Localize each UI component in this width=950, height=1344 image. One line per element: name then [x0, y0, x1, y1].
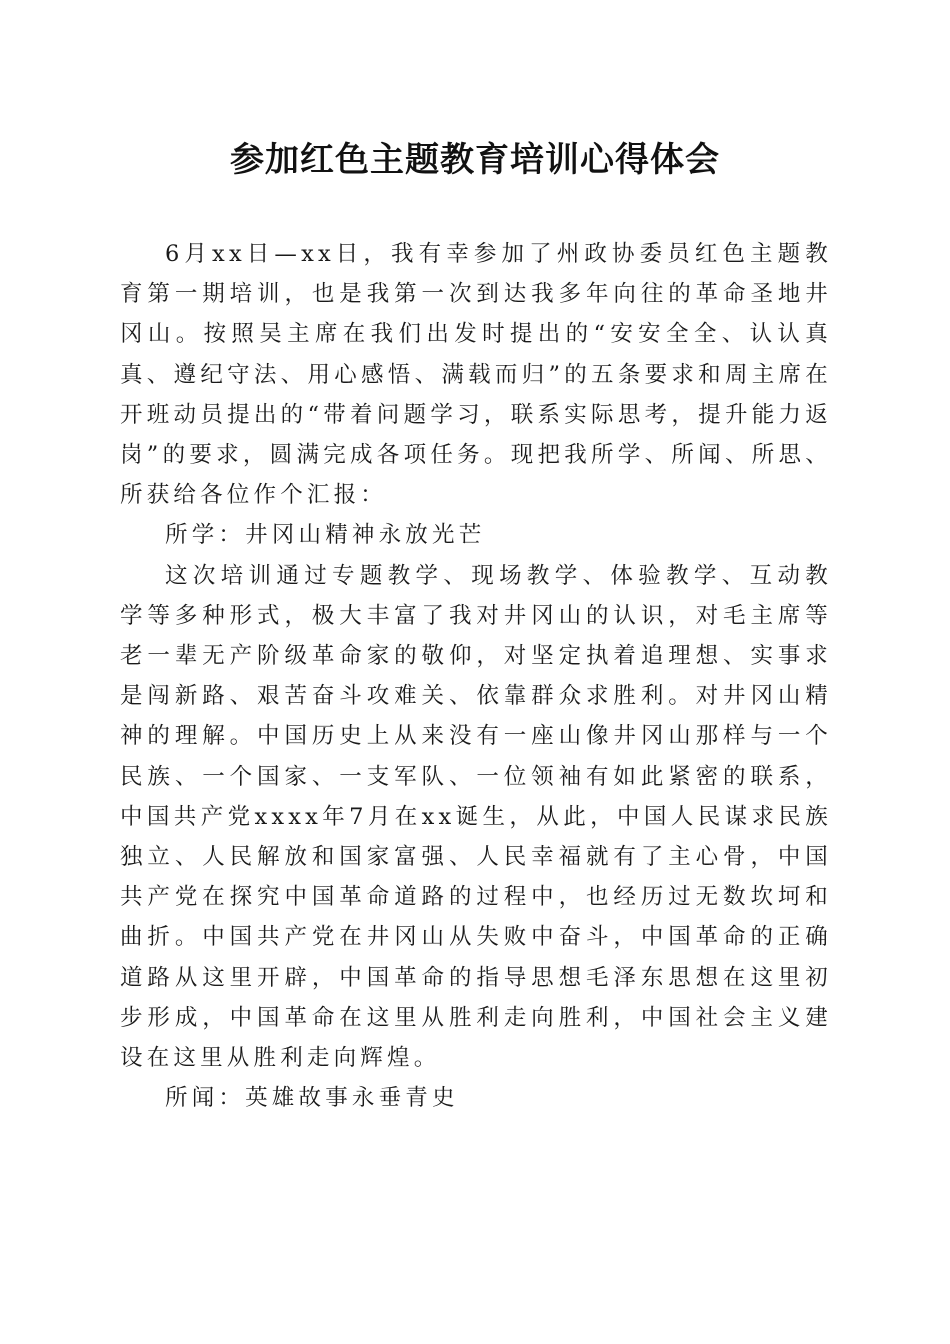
section-heading-learned: 所学：井冈山精神永放光芒 [165, 522, 486, 549]
document-body [120, 234, 832, 1118]
learned-paragraph: 这次培训通过专题教学、现场教学、体验教学、互动教学等多种形式，极大丰富了我对井冈山的认识，对毛主席等老一辈无产阶级革命家的敬仰，对坚定执着追理想、实事求是闯新路、艰苦奋斗攻难关、依靠群众求胜利。对井冈山精神的理解。中国历史上从来没有一座山像井冈山那样与一个民族、一个国家、一支军队、一位领袖有如此紧密的联系，中国共产党xxxx年7月在xx诞生，从此，中国人民谋求民族独立、人民解放和国家富强、人民幸福就有了主心骨，中国共产党在探究中国革命道路的过程中，也经历过无数坎坷和曲折。中国共产党在井冈山从失败中奋斗，中国革命的正确道路从这里开辟，中国革命的指导思想毛泽东思想在这里初步形成，中国革命在这里从胜利走向胜利，中国社会主义建设在这里从胜利走向辉煌。 [120, 562, 832, 1072]
intro-paragraph: 6月xx日—xx日，我有幸参加了州政协委员红色主题教育第一期培训，也是我第一次到达我多年向往的革命圣地井冈山。按照吴主席在我们出发时提出的“安安全全、认认真真、遵纪守法、用心感悟、满载而归”的五条要求和周主席在开班动员提出的“带着问题学习，联系实际思考，提升能力返岗”的要求，圆满完成各项任务。现把我所学、所闻、所思、所获给各位作个汇报： [120, 241, 832, 509]
section-heading-heard: 所闻：英雄故事永垂青史 [165, 1085, 459, 1112]
document-title: 参加红色主题教育培训心得体会 [230, 140, 720, 180]
